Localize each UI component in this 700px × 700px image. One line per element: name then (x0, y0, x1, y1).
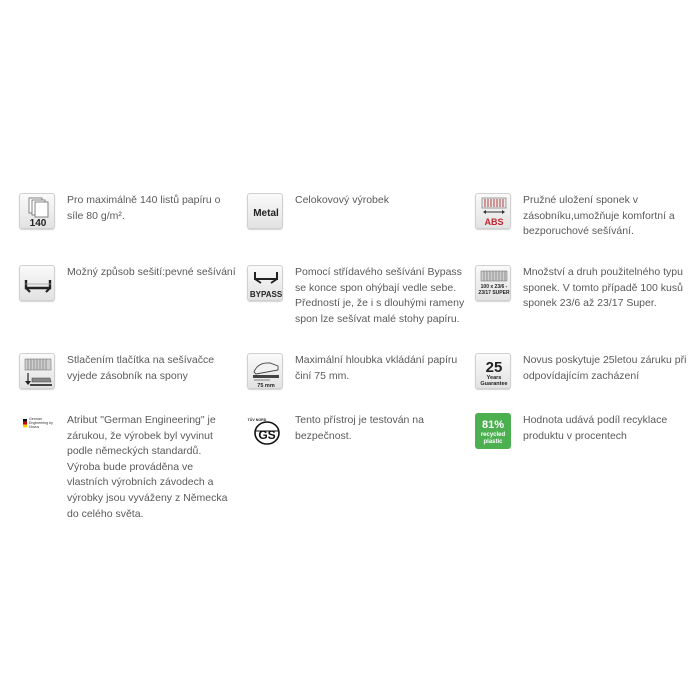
feature-text: Hodnota udává podíl recyklace produktu v procentech (523, 414, 668, 442)
recycled-label: recycled (480, 432, 506, 438)
feature-text: Novus poskytuje 25letou záruku při odpovídajícím zacházení (523, 354, 687, 382)
german-engineering-icon (19, 413, 55, 449)
metal-label: Metal (253, 208, 279, 219)
german-engineering-label: German Engineering by Novus (29, 417, 53, 429)
magazine-release-icon (19, 353, 55, 389)
feature-text: Atribut "German Engineering" je zárukou, že výrobek byl vyvinut podle německých standardů. Výroba bude prováděna ve vlastních výrobních závodech a výrobky jsou vyváženy z Německa do celého světa. (67, 414, 228, 520)
feature-text: Tento přístroj je testován na bezpečnost. (295, 414, 424, 442)
guarantee-icon (475, 353, 511, 389)
guarantee-years-number: 25 (485, 359, 503, 376)
metal-icon (247, 193, 283, 229)
gs-mark: GS (258, 428, 276, 442)
recycled-plastic-icon (475, 413, 511, 449)
feature-text: Celokovový výrobek (295, 194, 389, 206)
abs-spring-icon (475, 193, 511, 229)
abs-label: ABS (484, 217, 504, 227)
feature-text: Pomocí střídavého sešívání Bypass se konce spon ohýbají vedle sebe. Předností je, že i s dlouhými rameny spon lze sešívat malé stohy papíru. (295, 266, 465, 325)
depth-label: 75 mm (257, 383, 275, 389)
feature-text: Maximální hloubka vkládání papíru činí 75 mm. (295, 354, 458, 382)
plastic-label: plastic (483, 439, 503, 445)
feature-text: Pro maximálně 140 listů papíru o síle 80 g/m². (67, 194, 221, 222)
bypass-icon (247, 265, 283, 301)
feature-text: Pružné uložení sponek v zásobníku,umožňuje komfortní a bezporuchové sešívání. (523, 194, 675, 238)
gs-tuv-label: TÜV NORD (247, 418, 267, 422)
gs-certified-icon (247, 413, 283, 449)
staples-label: 100 x 23/6 - 23/17 SUPER (478, 284, 510, 296)
paper-count-label: 140 (29, 218, 47, 229)
staples-icon (475, 265, 511, 301)
feature-text: Možný způsob sešití:pevné sešívání (67, 266, 236, 278)
guarantee-years-label: Years (486, 375, 502, 381)
feature-text: Stlačením tlačítka na sešívačce vyjede zásobník na spony (67, 354, 215, 382)
feature-text: Množství a druh použitelného typu sponek. V tomto případě 100 kusů sponek 23/6 až 23/17 Super. (523, 266, 683, 310)
paper-stack-icon (19, 193, 55, 229)
guarantee-label: Guarantee (480, 381, 508, 387)
insertion-depth-icon (247, 353, 283, 389)
recycled-percent: 81% (481, 419, 505, 431)
stapling-mode-icon (19, 265, 55, 301)
bypass-label: BYPASS (249, 290, 283, 299)
